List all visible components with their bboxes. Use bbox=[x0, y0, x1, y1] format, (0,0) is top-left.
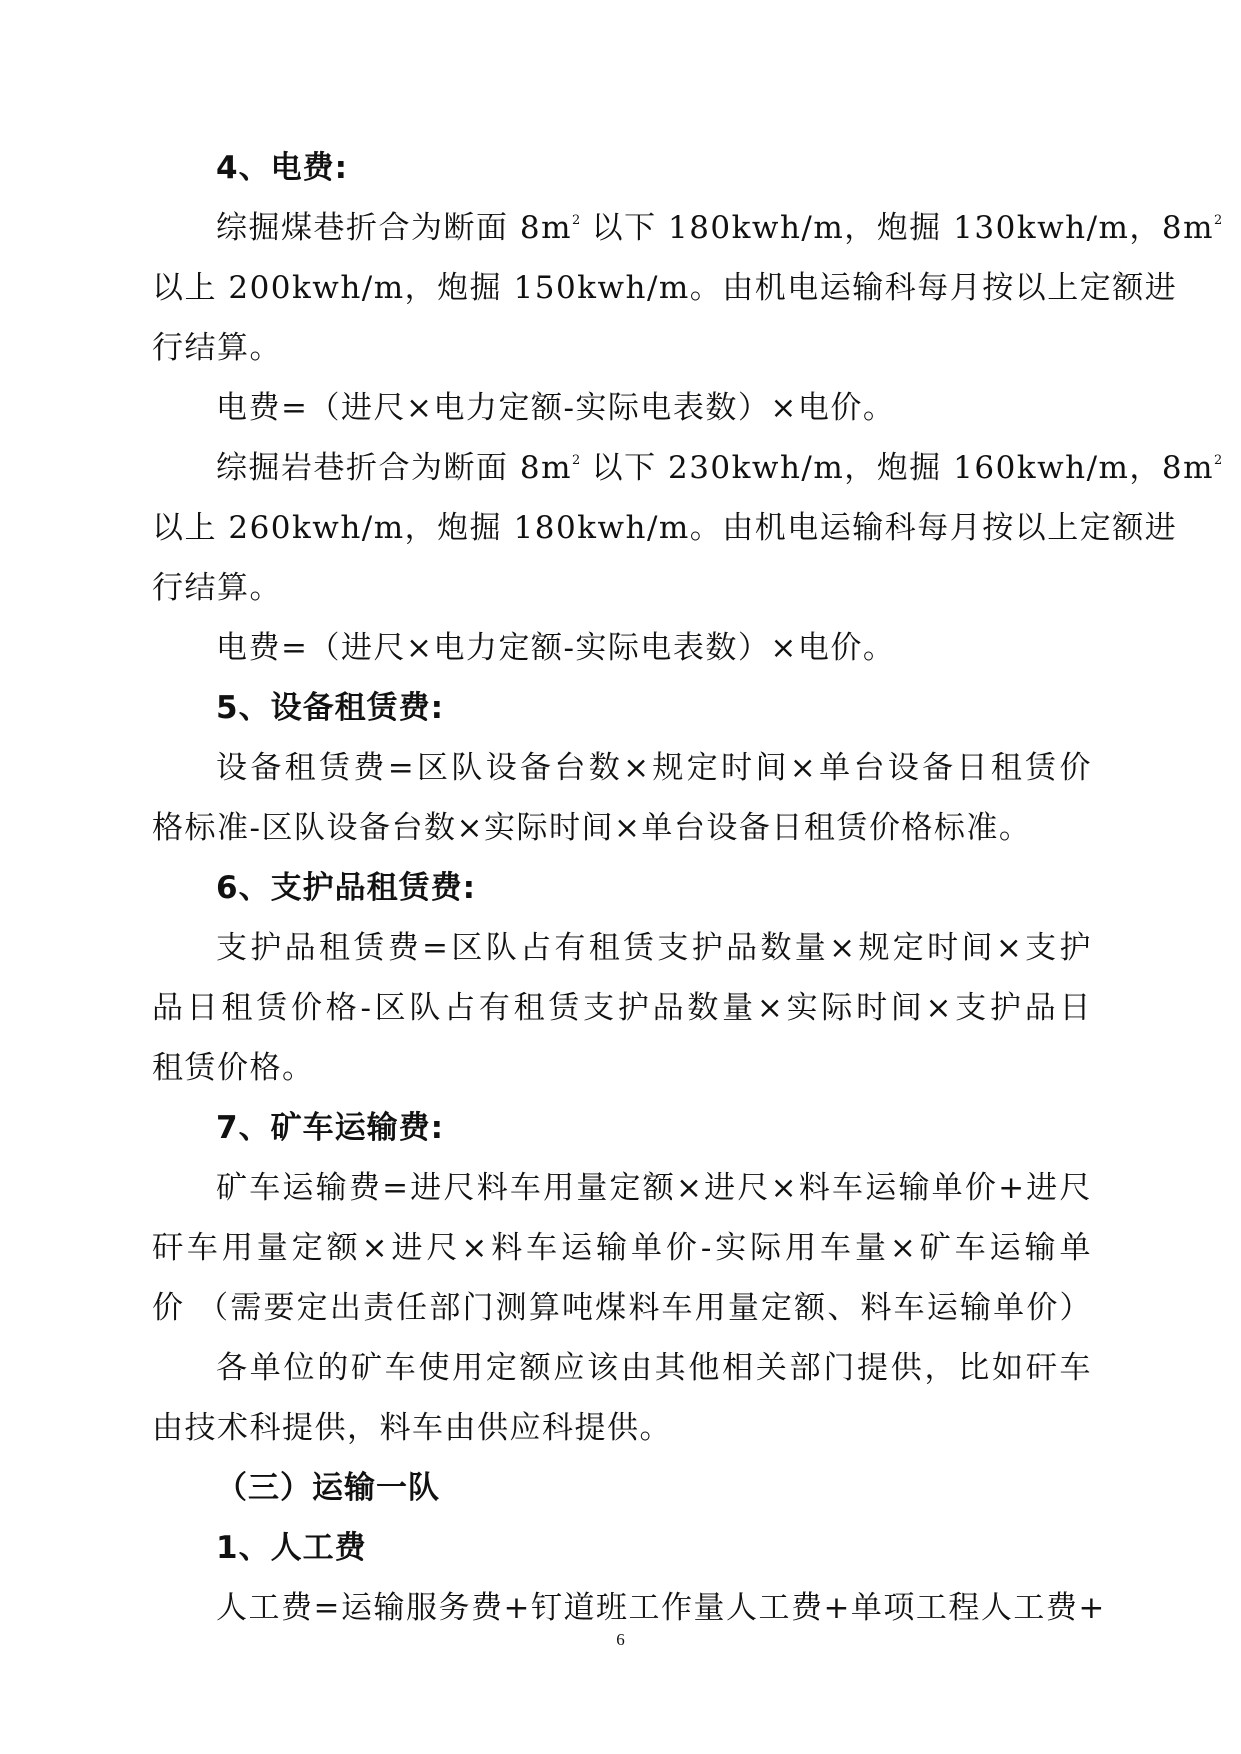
paragraph-line: 矿车运输费=进尺料车用量定额×进尺×料车运输单价+进尺 bbox=[216, 1170, 1092, 1206]
page-body bbox=[152, 138, 1223, 1638]
paragraph-line: 由技术科提供，料车由供应科提供。 bbox=[152, 1410, 672, 1446]
paragraph-line: 行结算。 bbox=[152, 570, 282, 606]
paragraph-line: 综掘煤巷折合为断面 $8m^2$ 以下 180kwh/m，炮掘 130kwh/m，$8m^2$ bbox=[216, 210, 1223, 246]
page-number: 6 bbox=[616, 1630, 625, 1649]
section-heading-transport-team-one: （三）运输一队 bbox=[216, 1470, 440, 1506]
formula-line: 电费=（进尺×电力定额-实际电表数）×电价。 bbox=[216, 630, 896, 666]
paragraph-line: 人工费=运输服务费+钉道班工作量人工费+单项工程人工费+ bbox=[216, 1590, 1106, 1626]
formula-line: 电费=（进尺×电力定额-实际电表数）×电价。 bbox=[216, 390, 896, 426]
paragraph-line: 行结算。 bbox=[152, 330, 282, 366]
section-heading-labor-cost: 1、人工费 bbox=[216, 1530, 367, 1566]
section-heading-equipment-rental: 5、设备租赁费: bbox=[216, 690, 444, 726]
paragraph-line: 设备租赁费=区队设备台数×规定时间×单台设备日租赁价 bbox=[216, 750, 1092, 786]
section-heading-support-rental: 6、支护品租赁费: bbox=[216, 870, 476, 906]
section-heading-electricity: 4、电费: bbox=[216, 150, 348, 186]
paragraph-line: 以上 260kwh/m，炮掘 180kwh/m。由机电运输科每月按以上定额进 bbox=[152, 510, 1178, 546]
paragraph-line: 租赁价格。 bbox=[152, 1050, 315, 1086]
paragraph-line: 各单位的矿车使用定额应该由其他相关部门提供，比如矸车 bbox=[216, 1350, 1092, 1386]
paragraph-line: 品日租赁价格-区队占有租赁支护品数量×实际时间×支护品日 bbox=[152, 990, 1092, 1026]
paragraph-line: 以上 200kwh/m，炮掘 150kwh/m。由机电运输科每月按以上定额进 bbox=[152, 270, 1178, 306]
section-heading-mine-car-transport: 7、矿车运输费: bbox=[216, 1110, 444, 1146]
paragraph-line: 价 （需要定出责任部门测算吨煤料车用量定额、料车运输单价） bbox=[152, 1290, 1092, 1326]
paragraph-line: 综掘岩巷折合为断面 $8m^2$ 以下 230kwh/m，炮掘 160kwh/m，$8m^2$ bbox=[216, 450, 1223, 486]
paragraph-line: 格标准-区队设备台数×实际时间×单台设备日租赁价格标准。 bbox=[152, 810, 1032, 846]
paragraph-line: 支护品租赁费=区队占有租赁支护品数量×规定时间×支护 bbox=[216, 930, 1092, 966]
paragraph-line: 矸车用量定额×进尺×料车运输单价-实际用车量×矿车运输单 bbox=[152, 1230, 1092, 1266]
